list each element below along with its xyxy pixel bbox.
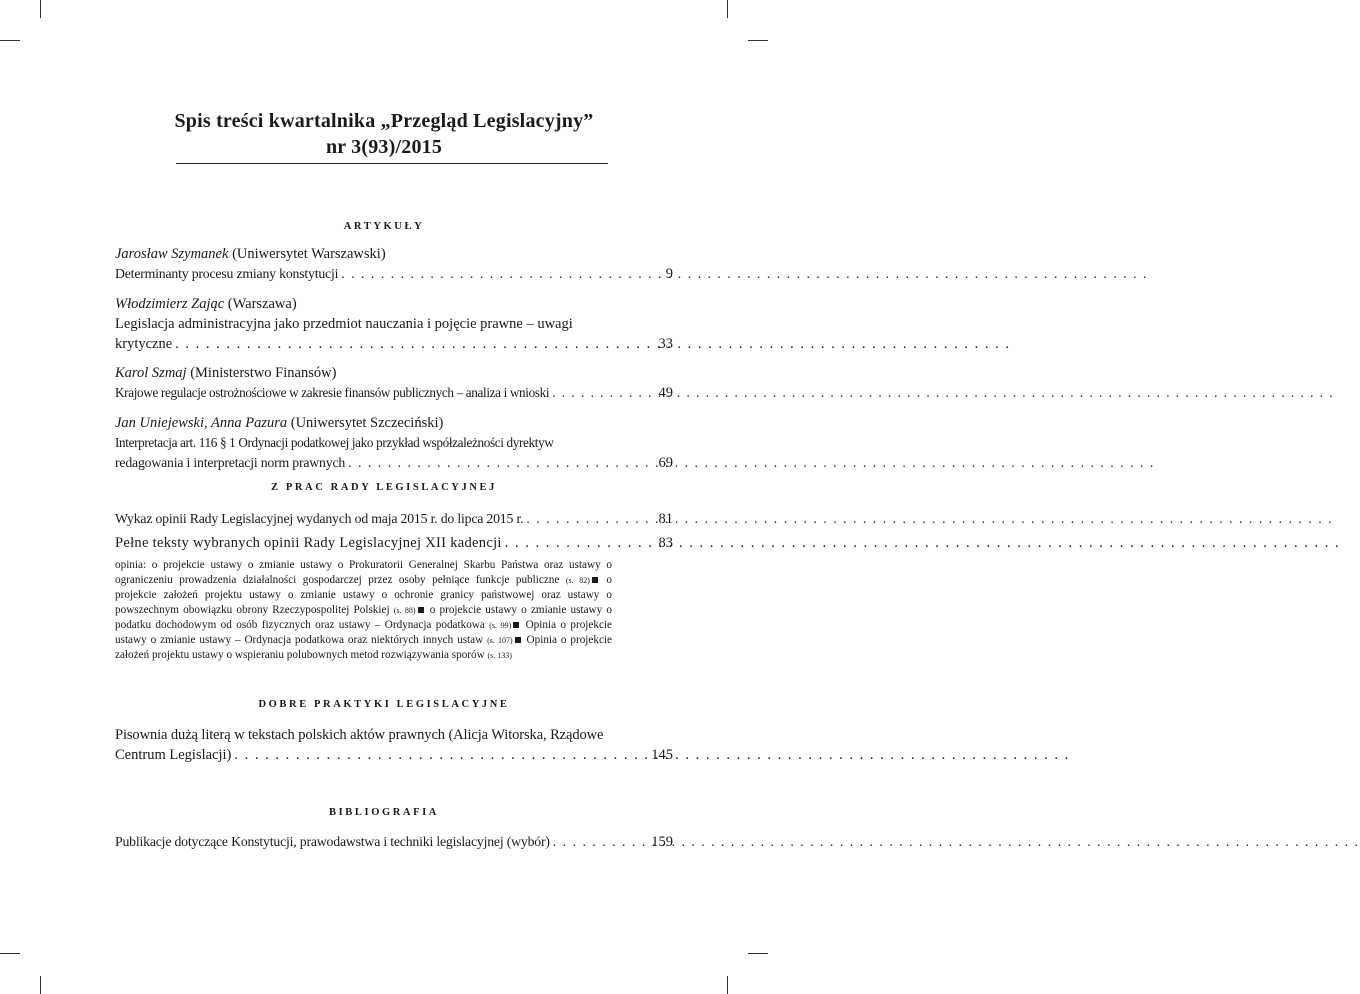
dot-leader xyxy=(341,264,1148,284)
bullet-square-icon xyxy=(592,577,598,583)
entry-page-number: 145 xyxy=(651,747,673,763)
toc-entry[interactable] xyxy=(115,244,612,284)
title-line-2: nr 3(93)/2015 xyxy=(325,136,443,158)
entry-affiliation: (Ministerstwo Finansów) xyxy=(186,365,337,381)
toc-entry[interactable] xyxy=(115,294,612,354)
entry-affiliation: (Warszawa) xyxy=(224,296,297,312)
bullet-square-icon xyxy=(418,607,424,613)
section-heading-practice: DOBRE PRAKTYKI LEGISLACYJNE xyxy=(258,699,510,710)
dot-leader xyxy=(175,334,1010,354)
crop-mark xyxy=(727,0,728,18)
dot-leader xyxy=(526,509,1333,529)
page-reference: (s. 99) xyxy=(489,621,512,630)
entry-affiliation: (Uniwersytet Warszawski) xyxy=(228,246,386,262)
page-title xyxy=(0,108,768,160)
entry-page-number: 159 xyxy=(651,834,673,850)
dot-leader xyxy=(348,453,1155,473)
dot-leader xyxy=(505,533,1340,553)
entry-title: krytyczne xyxy=(115,336,173,352)
description-text: Opinia o projekcie założeń projektu ustawy o wspieraniu polubownych metod rozwiązywania sporów xyxy=(115,634,612,661)
crop-mark xyxy=(40,976,41,994)
entry-title: Publikacje dotyczące Konstytucji, prawodawstwa i techniki legislacyjnej (wybór) xyxy=(115,834,550,849)
entry-title: Pełne teksty wybranych opinii Rady Legislacyjnej XII kadencji xyxy=(115,535,502,551)
description-text: o projekcie założeń projektu ustawy o zmianie ustawy o ochronie granicy państwowej oraz ustawy o powszechnym obowiązku obrony Rzeczypospolitej Polskiej xyxy=(115,574,612,616)
title-divider xyxy=(176,163,608,164)
entry-title-line: Legislacja administracyjna jako przedmiot nauczania i pojęcie prawne – uwagi xyxy=(115,316,573,332)
crop-mark xyxy=(40,0,41,18)
toc-entry[interactable] xyxy=(115,533,612,553)
toc-entry[interactable] xyxy=(115,725,612,765)
toc-entry[interactable] xyxy=(115,509,612,529)
entry-page-number: 81 xyxy=(658,511,673,527)
entry-title: Krajowe regulacje ostrożnościowe w zakresie finansów publicznych – analiza i wnioski xyxy=(115,385,550,400)
description-text: o projekcie ustawy o zmianie ustawy o podatku dochodowym od osób fizycznych oraz ustawy – Ordynacja podatkowa xyxy=(115,604,612,631)
entry-page-number: 49 xyxy=(658,385,673,401)
crop-mark xyxy=(748,953,768,954)
entry-author: Jarosław Szymanek xyxy=(115,246,229,262)
entry-author: Włodzimierz Zając xyxy=(115,296,225,312)
entry-author: Jan Uniejewski, Anna Pazura xyxy=(115,415,288,431)
entry-page-number: 83 xyxy=(658,535,673,551)
entry-page-number: 69 xyxy=(658,455,673,471)
bullet-square-icon xyxy=(515,637,521,643)
description-text: Opinia o projekcie ustawy o zmianie ustawy – Ordynacja podatkowa oraz niektórych innych ustaw xyxy=(115,619,612,646)
entry-title: Wykaz opinii Rady Legislacyjnej wydanych od maja 2015 r. do lipca 2015 r. xyxy=(115,511,524,526)
section-heading-articles: ARTYKUŁY xyxy=(343,221,425,232)
entry-author: Karol Szmaj xyxy=(115,365,187,381)
entry-title: Centrum Legislacji) xyxy=(115,747,232,763)
title-line-1: Spis treści kwartalnika „Przegląd Legislacyjny” xyxy=(174,110,594,132)
page-reference: (s. 133) xyxy=(487,651,512,660)
entry-page-number: 33 xyxy=(658,336,673,352)
toc-entry[interactable] xyxy=(115,413,612,473)
entry-title-line: Pisownia dużą literą w tekstach polskich aktów prawnych (Alicja Witorska, Rządowe xyxy=(115,727,604,743)
dot-leader xyxy=(553,832,1360,852)
entry-page-number: 9 xyxy=(665,266,673,282)
toc-entry[interactable] xyxy=(115,832,612,852)
bullet-square-icon xyxy=(513,622,519,628)
entry-affiliation: (Uniwersytet Szczeciński) xyxy=(287,415,444,431)
crop-mark xyxy=(748,40,768,41)
page-reference: (s. 88) xyxy=(393,606,416,615)
crop-mark xyxy=(0,40,20,41)
entry-title: redagowania i interpretacji norm prawnych xyxy=(115,455,346,470)
entry-title-line: Interpretacja art. 116 § 1 Ordynacji podatkowej jako przykład współzależności dyrektyw xyxy=(115,435,554,450)
entry-title: Determinanty procesu zmiany konstytucji xyxy=(115,266,339,281)
section-heading-bibliography: BIBLIOGRAFIA xyxy=(329,807,439,818)
page-reference: (s. 107) xyxy=(487,636,513,645)
toc-entry[interactable] xyxy=(115,363,612,403)
description-text: opinia: o projekcie ustawy o zmianie ustawy o Prokuratorii Generalnej Skarbu Państwa oraz ustawy o ograniczeniu prowadzenia działalności gospodarczej przez osoby pełniące funkcje publiczne xyxy=(115,559,612,586)
opinion-description xyxy=(115,558,612,663)
page-reference: (s. 82) xyxy=(565,576,590,585)
crop-mark xyxy=(0,953,20,954)
section-heading-council: Z PRAC RADY LEGISLACYJNEJ xyxy=(271,482,497,493)
crop-mark xyxy=(727,976,728,994)
